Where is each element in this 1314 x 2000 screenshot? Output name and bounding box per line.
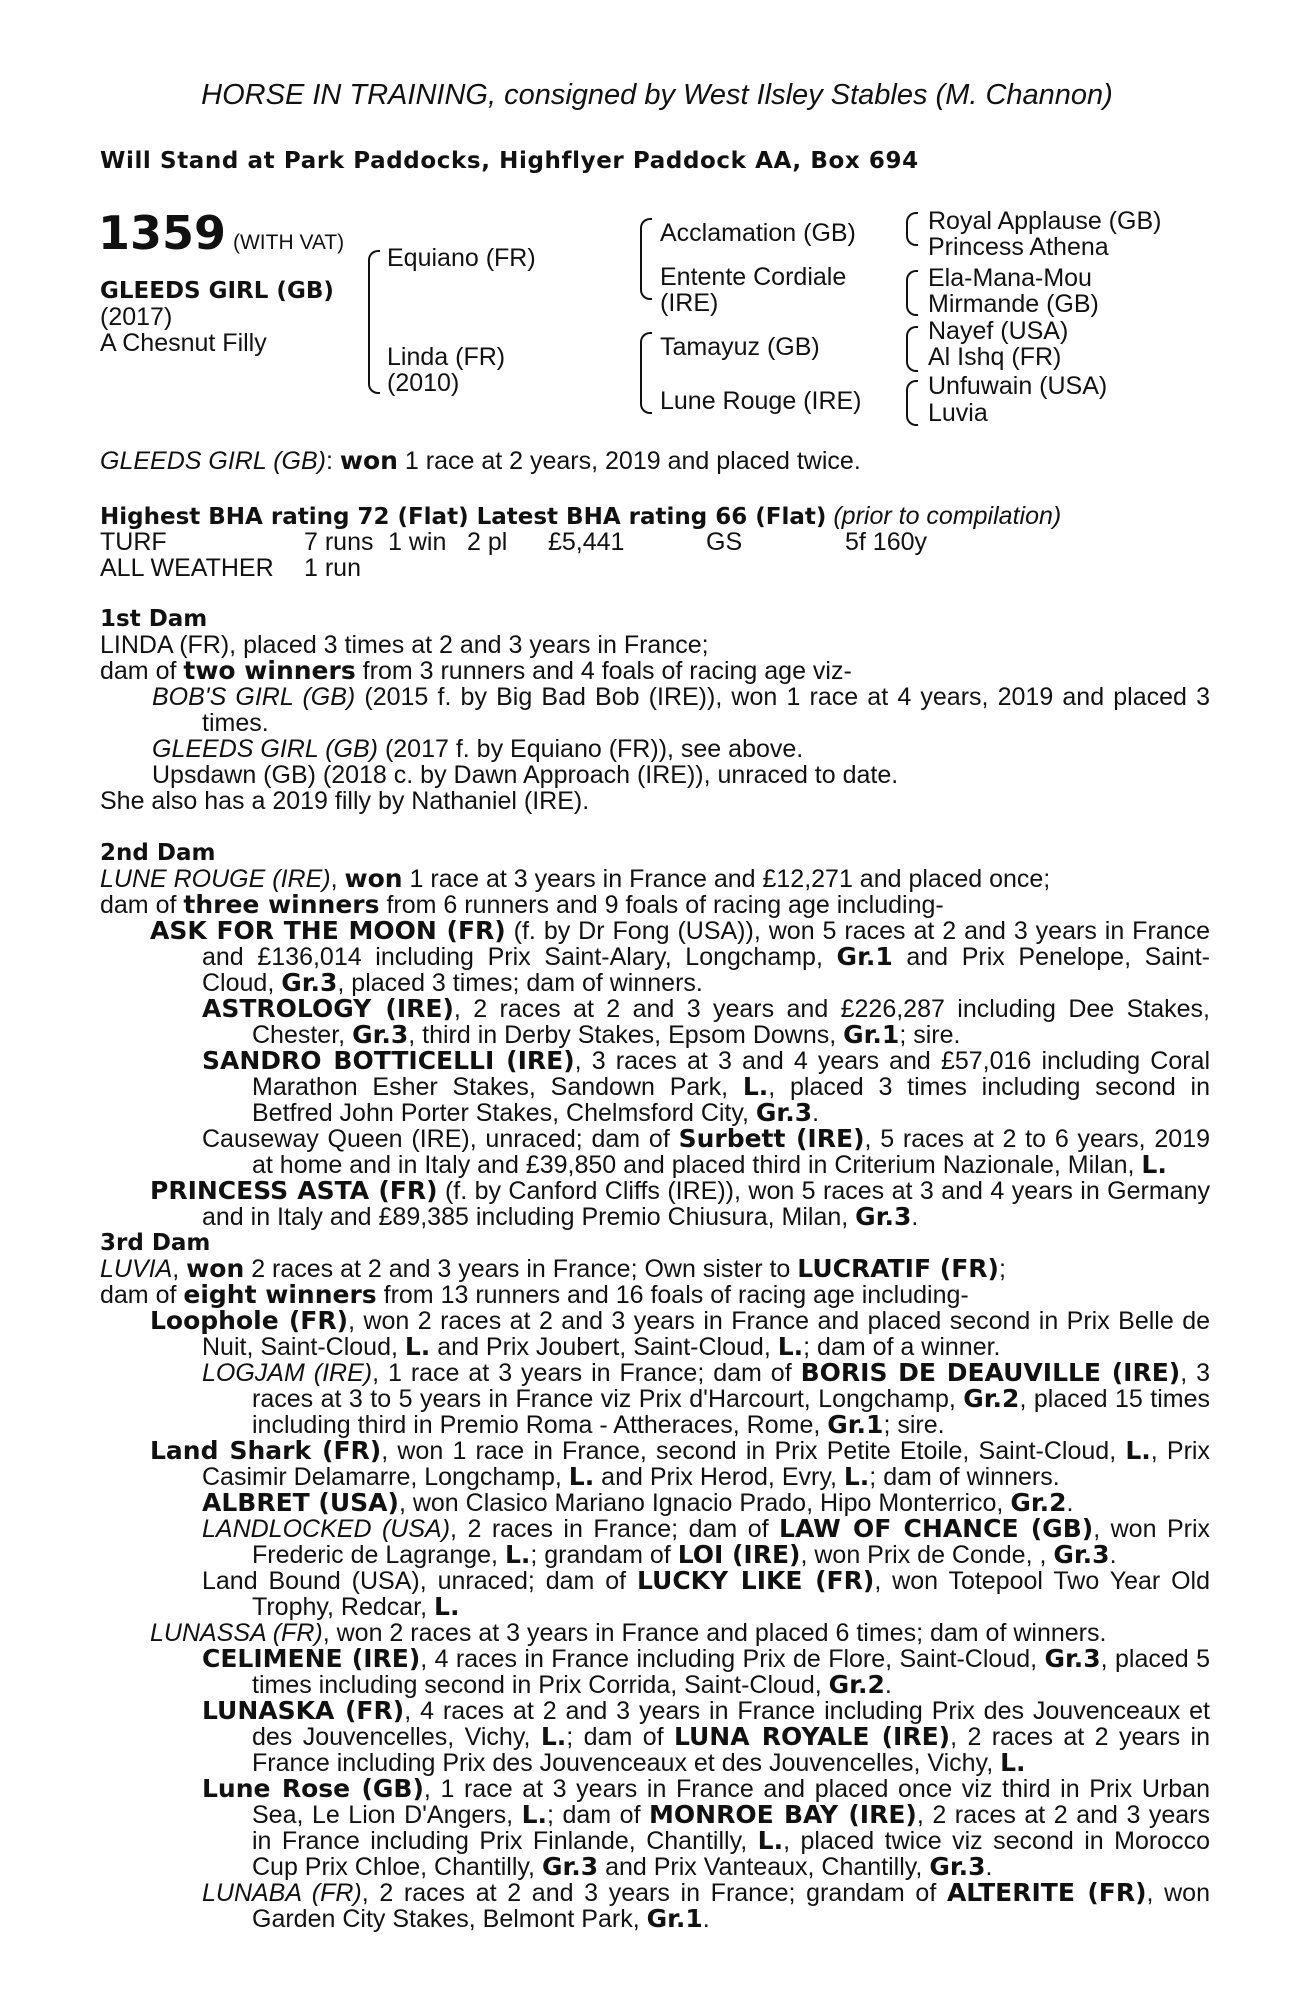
lot-number-line xyxy=(98,208,344,258)
pedigree-ddd: Luvia xyxy=(928,399,988,427)
pedigree-brace-6 xyxy=(906,326,918,372)
logjam: LOGJAM (IRE), 1 race at 3 years in France; dam of BORIS DE DEAUVILLE (IRE), 3 races at 3 to 5 years in France viz Prix d'Harcourt, Longchamp, Gr.2, placed 15 times including third in Premio Roma - Attheraces, Rome, Gr.1; sire. xyxy=(202,1358,1210,1439)
pedigree-brace-7 xyxy=(906,380,918,426)
pedigree-sire-dam-2: (IRE) xyxy=(660,289,719,317)
land-bound: Land Bound (USA), unraced; dam of LUCKY LIKE (FR), won Totepool Two Year Old Trophy, Redcar, L. xyxy=(202,1566,1211,1621)
pedigree-dds: Unfuwain (USA) xyxy=(928,372,1108,400)
stand-location: Will Stand at Park Paddocks, Highflyer Paddock AA, Box 694 xyxy=(100,148,919,174)
catalogue-header xyxy=(0,79,1314,111)
pedigree-sss: Royal Applause (GB) xyxy=(928,207,1162,235)
sandro-botticelli: SANDRO BOTTICELLI (IRE), 3 races at 3 and 4 years and £57,016 including Coral Marathon Esher Stakes, Sandown Park, L., placed 3 times including second in Betfred John Porter Stakes, Chelmsford City, Gr.3. xyxy=(202,1046,1211,1127)
land-shark: Land Shark (FR), won 1 race in France, second in Prix Petite Etoile, Saint-Cloud, L., Prix Casimir Delamarre, Longchamp, L. and Prix Herod, Evry, L.; dam of winners. xyxy=(150,1436,1210,1491)
lot-number: 1359 xyxy=(98,206,227,260)
pedigree-ssd: Princess Athena xyxy=(928,233,1109,261)
second-dam-section xyxy=(100,840,1210,1230)
pedigree-sire-dam: Entente Cordiale xyxy=(660,263,847,291)
produce-upsdawn: Upsdawn (GB) (2018 c. by Dawn Approach (IRE)), unraced to date. xyxy=(152,761,899,789)
turf-wins: 1 win xyxy=(388,528,447,556)
aw-runs: 1 run xyxy=(304,554,361,582)
turf-label: TURF xyxy=(100,528,167,556)
lunaska: LUNASKA (FR), 4 races at 2 and 3 years in France including Prix des Jouvenceaux et des Jouvencelles, Vichy, L.; dam of LUNA ROYALE (IRE), 2 races at 2 years in France including Prix des Jouvenceaux et des Jouvencelles, Vichy, L. xyxy=(202,1696,1210,1777)
third-dam-line: LUVIA, won 2 races at 2 and 3 years in France; Own sister to LUCRATIF (FR); xyxy=(100,1254,1006,1283)
pedigree-dss: Nayef (USA) xyxy=(928,317,1069,345)
pedigree-brace-1 xyxy=(368,250,380,394)
pedigree-dam-sire: Tamayuz (GB) xyxy=(660,333,820,361)
turf-going: GS xyxy=(706,528,743,556)
second-dam-produce: dam of three winners from 6 runners and 9 foals of racing age including- xyxy=(100,890,944,919)
third-dam-heading: 3rd Dam xyxy=(100,1230,211,1256)
lunaba: LUNABA (FR), 2 races at 2 and 3 years in France; grandam of ALTERITE (FR), won Garden City Stakes, Belmont Park, Gr.1. xyxy=(202,1878,1210,1933)
second-dam-line: LUNE ROUGE (IRE), won 1 race at 3 years in France and £12,271 and placed once; xyxy=(100,864,1051,893)
produce-2019-filly: She also has a 2019 filly by Nathaniel (IRE). xyxy=(100,787,590,815)
first-dam-section xyxy=(100,606,1210,814)
foaling-year: (2017) xyxy=(100,303,173,331)
turf-placings: 2 pl xyxy=(467,528,508,556)
pedigree-dam: Linda (FR) xyxy=(387,343,506,371)
pedigree-brace-3 xyxy=(640,332,652,414)
race-summary: GLEEDS GIRL (GB): won 1 race at 2 years, 2019 and placed twice. xyxy=(100,446,861,475)
turf-runs: 7 runs xyxy=(304,528,374,556)
pedigree-sire: Equiano (FR) xyxy=(387,244,536,272)
celimene: CELIMENE (IRE), 4 races in France including Prix de Flore, Saint-Cloud, Gr.3, placed 5 times including second in Prix Corrida, Saint-Cloud, Gr.2. xyxy=(202,1644,1210,1699)
ratings-line: Highest BHA rating 72 (Flat) Latest BHA rating 66 (Flat) (prior to compilation) xyxy=(100,502,1062,530)
albret: ALBRET (USA), won Clasico Mariano Ignacio Prado, Hipo Monterrico, Gr.2. xyxy=(202,1488,1074,1517)
pedigree-dam-year: (2010) xyxy=(387,369,460,397)
lune-rose: Lune Rose (GB), 1 race at 3 years in France and placed once viz third in Prix Urban Sea, Le Lion D'Angers, L.; dam of MONROE BAY (IRE), 2 races at 2 and 3 years in France including Prix Finlande, Chantilly, L., placed twice viz second in Morocco Cup Prix Chloe, Chantilly, Gr.3 and Prix Vanteaux, Chantilly, Gr.3. xyxy=(202,1774,1211,1881)
astrology: ASTROLOGY (IRE), 2 races at 2 and 3 years and £226,287 including Dee Stakes, Chester, Gr.3, third in Derby Stakes, Epsom Downs, Gr.1; sire. xyxy=(202,994,1210,1049)
produce-gleeds-girl: GLEEDS GIRL (GB) (2017 f. by Equiano (FR)), see above. xyxy=(152,735,804,763)
produce-bobs-girl: BOB'S GIRL (GB) (2015 f. by Big Bad Bob (IRE)), won 1 race at 4 years, 2019 and placed 3 times. xyxy=(152,683,1210,737)
pedigree-sds: Ela-Mana-Mou xyxy=(928,264,1092,292)
princess-asta: PRINCESS ASTA (FR) (f. by Canford Cliffs (IRE)), won 5 races at 3 and 4 years in Germany and in Italy and £89,385 including Premio Chiusura, Milan, Gr.3. xyxy=(150,1176,1210,1231)
pedigree-brace-4 xyxy=(906,212,918,246)
pedigree-sire-sire: Acclamation (GB) xyxy=(660,219,856,247)
causeway-queen: Causeway Queen (IRE), unraced; dam of Surbett (IRE), 5 races at 2 to 6 years, 2019 at home and in Italy and £39,850 and placed third in Criterium Nazionale, Milan, L. xyxy=(202,1124,1210,1179)
lunassa: LUNASSA (FR), won 2 races at 3 years in France and placed 6 times; dam of winners. xyxy=(150,1619,1107,1647)
first-dam-heading: 1st Dam xyxy=(100,606,208,632)
aw-label: ALL WEATHER xyxy=(100,554,274,582)
vat-note: (WITH VAT) xyxy=(232,231,345,254)
pedigree-sdd: Mirmande (GB) xyxy=(928,290,1099,318)
horse-name: GLEEDS GIRL (GB) xyxy=(100,278,334,304)
horse-description: A Chesnut Filly xyxy=(100,329,267,357)
consignor-title: HORSE IN TRAINING, consigned by West Ilsley Stables (M. Channon) xyxy=(201,79,1113,111)
turf-earnings: £5,441 xyxy=(548,528,625,556)
ask-for-the-moon: ASK FOR THE MOON (FR) (f. by Dr Fong (USA)), won 5 races at 2 and 3 years in France and £136,014 including Prix Saint-Alary, Longchamp, Gr.1 and Prix Penelope, Saint-Cloud, Gr.3, placed 3 times; dam of winners. xyxy=(150,916,1210,997)
pedigree-brace-5 xyxy=(906,270,918,316)
pedigree-dam-dam: Lune Rouge (IRE) xyxy=(660,387,862,415)
landlocked: LANDLOCKED (USA), 2 races in France; dam of LAW OF CHANCE (GB), won Prix Frederic de Lagrange, L.; grandam of LOI (IRE), won Prix de Conde, , Gr.3. xyxy=(202,1514,1210,1569)
first-dam-line: LINDA (FR), placed 3 times at 2 and 3 years in France; xyxy=(100,631,709,659)
turf-distance: 5f 160y xyxy=(845,528,928,556)
second-dam-heading: 2nd Dam xyxy=(100,840,216,866)
first-dam-produce: dam of two winners from 3 runners and 4 foals of racing age viz- xyxy=(100,656,852,685)
pedigree-dsd: Al Ishq (FR) xyxy=(928,343,1062,371)
pedigree-brace-2 xyxy=(640,218,652,300)
loophole: Loophole (FR), won 2 races at 2 and 3 years in France and placed second in Prix Belle de Nuit, Saint-Cloud, L. and Prix Joubert, Saint-Cloud, L.; dam of a winner. xyxy=(150,1306,1210,1361)
third-dam-produce: dam of eight winners from 13 runners and 16 foals of racing age including- xyxy=(100,1280,969,1309)
third-dam-section xyxy=(100,1230,1210,1932)
